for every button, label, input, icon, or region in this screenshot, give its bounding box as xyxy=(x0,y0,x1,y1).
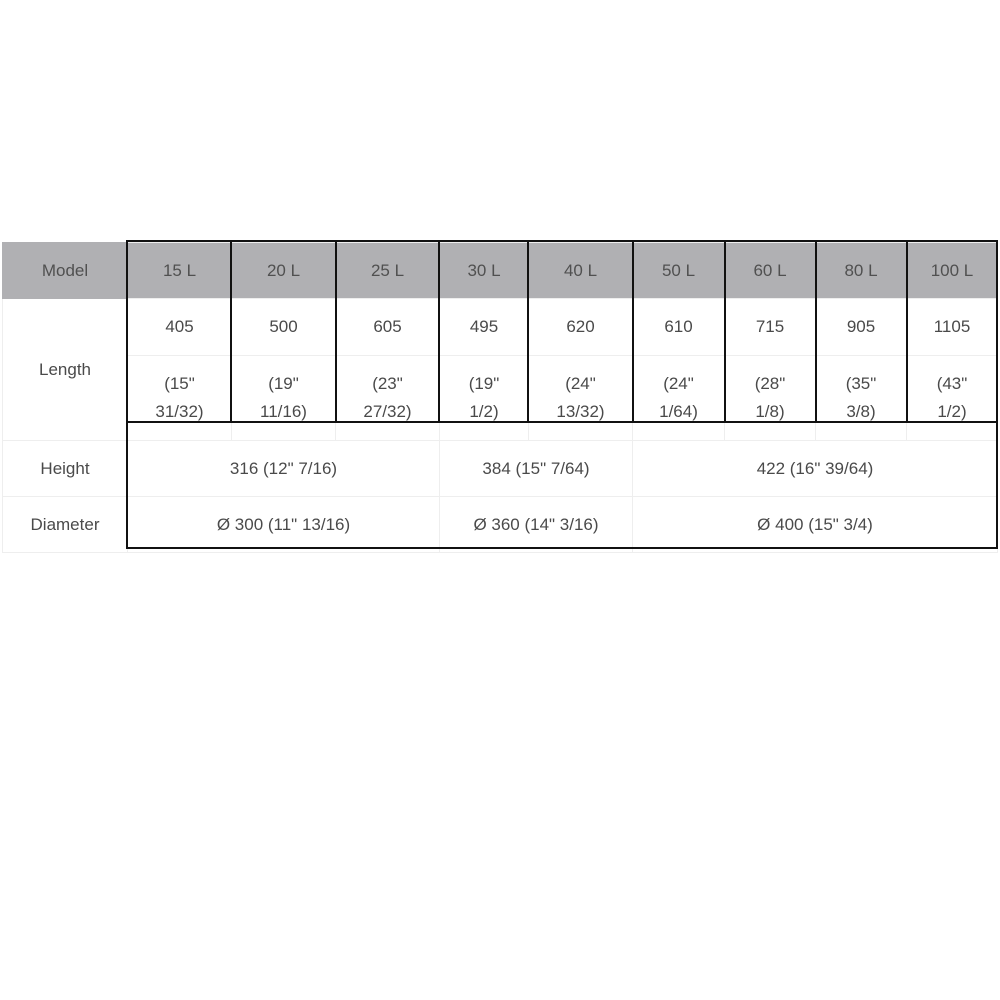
length-inch-cell xyxy=(633,356,725,441)
diameter-cell: Ø 360 (14" 3/16) xyxy=(440,497,633,553)
inch-line-1: (15" xyxy=(164,374,195,393)
length-mm-cell: 620 xyxy=(529,299,633,356)
height-cell: 384 (15" 7/64) xyxy=(440,441,633,497)
model-header: 50 L xyxy=(633,243,725,299)
length-mm-cell: 605 xyxy=(336,299,440,356)
inch-line-2: 1/64) xyxy=(659,402,698,421)
inch-line-2: 11/16) xyxy=(260,402,307,421)
model-header: 30 L xyxy=(440,243,529,299)
row-label-length: Length xyxy=(3,299,128,441)
length-inch-cell xyxy=(232,356,336,441)
diameter-cell: Ø 300 (11" 13/16) xyxy=(128,497,440,553)
model-header: 100 L xyxy=(907,243,998,299)
length-inch-cell xyxy=(725,356,816,441)
inch-line-1: (43" xyxy=(936,374,968,393)
inch-line-2: 1/2) xyxy=(937,402,967,421)
length-inch-cell xyxy=(529,356,633,441)
length-mm-cell: 1105 xyxy=(907,299,998,356)
header-row xyxy=(3,243,998,299)
inch-line-2: 1/2) xyxy=(469,402,499,421)
length-inch-cell xyxy=(816,356,907,441)
model-header: 60 L xyxy=(725,243,816,299)
inch-line-2: 3/8) xyxy=(846,402,876,421)
model-header: 40 L xyxy=(529,243,633,299)
length-mm-row xyxy=(3,299,998,356)
row-label-height: Height xyxy=(3,441,128,497)
inch-line-2: 13/32) xyxy=(556,402,605,421)
inch-line-1: (23" xyxy=(372,374,403,393)
length-inch-cell xyxy=(440,356,529,441)
inch-line-1: (24" xyxy=(565,374,596,393)
length-mm-cell: 405 xyxy=(128,299,232,356)
height-cell: 422 (16" 39/64) xyxy=(633,441,998,497)
height-row xyxy=(3,441,998,497)
inch-line-2: 31/32) xyxy=(155,402,204,421)
inch-line-1: (19" xyxy=(268,374,299,393)
inch-line-1: (35" xyxy=(845,374,877,393)
length-inch-cell xyxy=(128,356,232,441)
diameter-row xyxy=(3,497,998,553)
row-label-diameter: Diameter xyxy=(3,497,128,553)
height-cell: 316 (12" 7/16) xyxy=(128,441,440,497)
length-mm-cell: 495 xyxy=(440,299,529,356)
model-header: 25 L xyxy=(336,243,440,299)
inch-line-2: 27/32) xyxy=(363,402,412,421)
header-label-model: Model xyxy=(3,243,128,299)
length-mm-cell: 500 xyxy=(232,299,336,356)
length-inch-row xyxy=(3,356,998,441)
length-mm-cell: 905 xyxy=(816,299,907,356)
length-inch-cell xyxy=(336,356,440,441)
inch-line-1: (24" xyxy=(663,374,694,393)
inch-line-2: 1/8) xyxy=(755,402,785,421)
length-mm-cell: 715 xyxy=(725,299,816,356)
model-header: 20 L xyxy=(232,243,336,299)
model-header: 80 L xyxy=(816,243,907,299)
length-inch-cell xyxy=(907,356,998,441)
inch-line-1: (28" xyxy=(754,374,786,393)
diameter-cell: Ø 400 (15" 3/4) xyxy=(633,497,998,553)
length-mm-cell: 610 xyxy=(633,299,725,356)
model-header: 15 L xyxy=(128,243,232,299)
spec-table xyxy=(2,242,998,553)
inch-line-1: (19" xyxy=(468,374,500,393)
